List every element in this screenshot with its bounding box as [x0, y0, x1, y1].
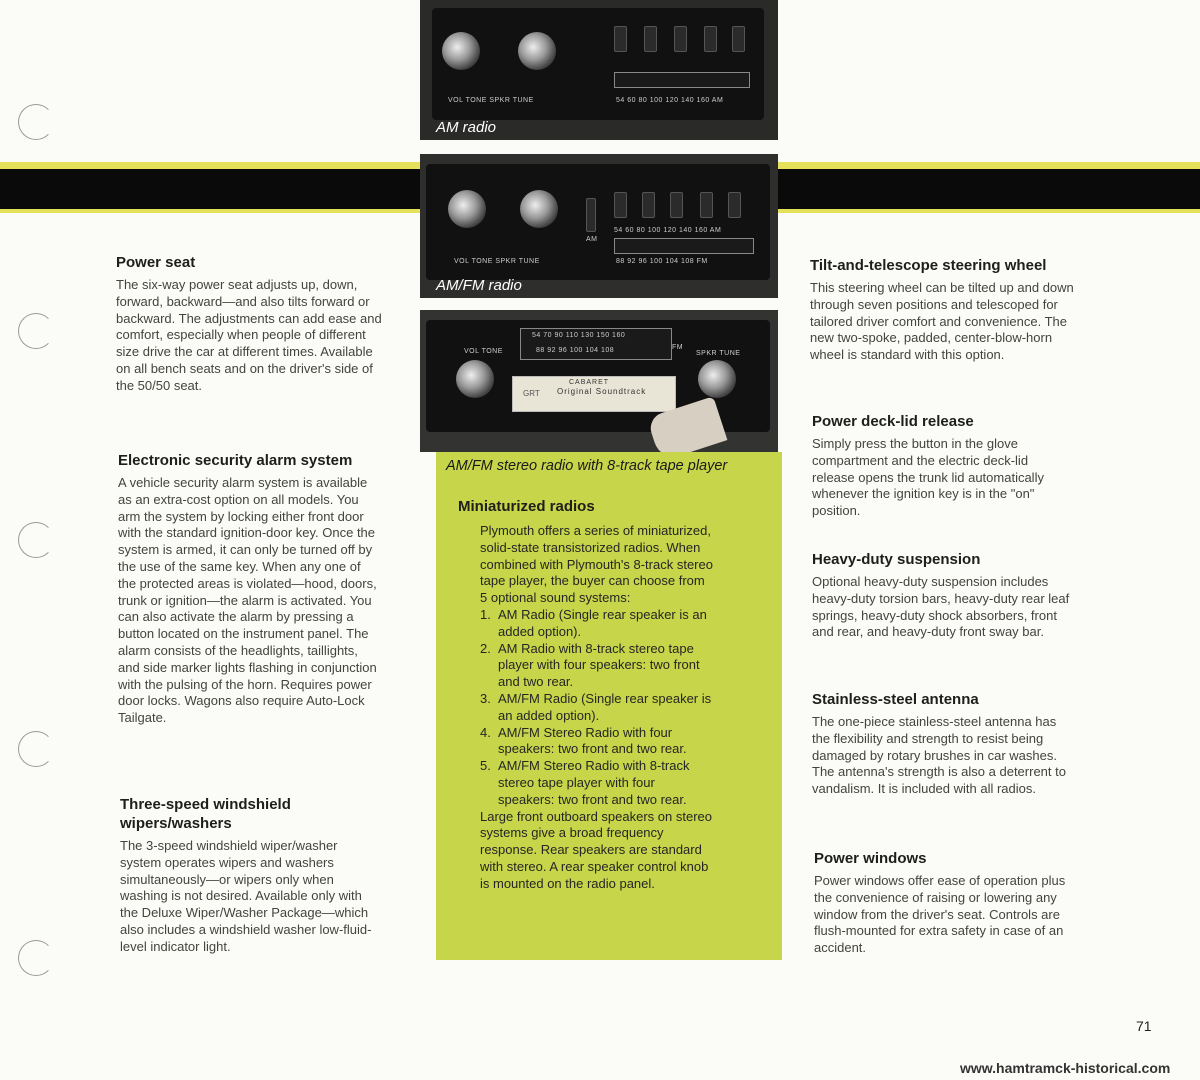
power-seat-title: Power seat [116, 254, 196, 271]
sound-system-item [480, 691, 714, 725]
preset-button-4 [704, 26, 717, 52]
dial-scale: 54 60 80 100 120 140 160 AM [616, 97, 724, 104]
tape-brand: GRT [523, 389, 540, 398]
power-seat-body: The six-way power seat adjusts up, down, forward, backward—and also tilts forward or backward. The adjustments can add ease and comfort, especially when people of different size drive the car at different times. Available on all bench seats and on the driver's side of the 50/50 seat. [116, 277, 382, 393]
power-windows-title: Power windows [814, 850, 927, 867]
tilt-steering-title: Tilt-and-telescope steering wheel [810, 257, 1047, 274]
tune-knob [698, 360, 736, 398]
list-item-text: AM/FM Radio (Single rear speaker is an added option). [498, 690, 712, 723]
preset-button-5 [728, 192, 741, 218]
section-power-seat [116, 253, 384, 395]
list-item-text: AM/FM Stereo Radio with 8-track stereo tape player with four speakers: two front and two rear. [498, 758, 690, 807]
preset-button-2 [642, 192, 655, 218]
security-alarm-body: A vehicle security alarm system is available as an extra-cost option on all models. You arm the system by locking either front door with the standard ignition-door key. Once the system is armed, it can only be turned off by the use of the same key. When any one of the protected areas is violated—hood, doors, trunk or ignition—the alarm is activated. You can also activate the alarm by pressing a button located on the instrument panel. The alarm consists of the headlights, taillights, and side marker lights flashing in conjunction with the pulsing of the horn. Requires power door locks. Wagons also require Auto-Lock Tailgate. [118, 475, 377, 726]
watermark: www.hamtramck-historical.com [960, 1060, 1171, 1076]
sound-system-item [480, 607, 714, 641]
binder-hole-5 [18, 940, 54, 976]
caption-am-radio: AM radio [436, 119, 497, 136]
section-miniaturized-radios [458, 497, 738, 893]
section-tilt-steering [810, 256, 1080, 364]
tune-knob [518, 32, 556, 70]
am-dial [614, 72, 750, 88]
knob-labels: VOL TONE SPKR TUNE [448, 97, 534, 104]
fm-button: FM [672, 344, 684, 351]
list-item-number: 2. [480, 640, 491, 656]
dial-scale-am: 54 70 90 110 130 150 160 [532, 332, 626, 339]
sound-system-item [480, 758, 714, 808]
preset-button-2 [644, 26, 657, 52]
sound-system-item [480, 725, 714, 759]
tape-title: CABARET [569, 379, 610, 386]
antenna-title: Stainless-steel antenna [812, 691, 979, 708]
miniaturized-outro: Large front outboard speakers on stereo systems give a broad frequency response. Rear speakers are standard with stereo. A rear speaker control knob is mounted on the radio panel. [480, 808, 712, 891]
tape-subtitle: Original Soundtrack [557, 387, 647, 396]
photo-am-radio [420, 0, 778, 140]
wipers-body: The 3-speed windshield wiper/washer system operates wipers and washers simultaneously—or wipers only when washing is not desired. Available only with the Deluxe Wiper/Washer Package—which also includes a windshield washer low-fluid-level indicator light. [120, 838, 372, 954]
list-item-number: 3. [480, 690, 491, 706]
left-knob-labels: VOL TONE [464, 348, 503, 355]
caption-stereo-8track: AM/FM stereo radio with 8-track tape player [446, 458, 728, 474]
right-knob-labels: SPKR TUNE [696, 350, 741, 357]
miniaturized-title: Miniaturized radios [458, 498, 595, 515]
dial-scale-am: 54 60 80 100 120 140 160 AM [614, 227, 722, 234]
tune-knob [520, 190, 558, 228]
volume-knob [456, 360, 494, 398]
sound-systems-list [480, 607, 714, 809]
section-wipers [120, 795, 376, 956]
suspension-title: Heavy-duty suspension [812, 551, 981, 568]
binder-hole-2 [18, 313, 54, 349]
sound-system-item [480, 641, 714, 691]
tilt-steering-body: This steering wheel can be tilted up and down through seven positions and telescoped for tailored driver comfort and convenience. The new two-spoke, padded, center-blow-horn wheel is standard with this option. [810, 280, 1074, 363]
preset-button-1 [614, 26, 627, 52]
section-antenna [812, 690, 1074, 798]
amfm-dial [614, 238, 754, 254]
list-item-text: AM Radio (Single rear speaker is an added option). [498, 606, 707, 639]
binder-hole-1 [18, 104, 54, 140]
switch-label: AM [586, 236, 598, 243]
wipers-title: Three-speed windshield wipers/washers [120, 796, 291, 832]
binder-hole-4 [18, 731, 54, 767]
antenna-body: The one-piece stainless-steel antenna has the flexibility and strength to resist being damaged by rotary brushes in car washes. The antenna's strength is also a deterrent to vandalism. It is included with all radios. [812, 714, 1066, 797]
list-item-text: AM Radio with 8-track stereo tape player with four speakers: two front and two rear. [498, 640, 700, 690]
caption-amfm-radio: AM/FM radio [436, 277, 522, 294]
power-windows-body: Power windows offer ease of operation plus the convenience of raising or lowering any window from the driver's seat. Controls are flush-mounted for extra safety in case of an accident. [814, 873, 1066, 956]
list-item-number: 1. [480, 606, 491, 622]
preset-button-5 [732, 26, 745, 52]
list-item-text: AM/FM Stereo Radio with four speakers: two front and two rear. [498, 724, 687, 757]
preset-button-1 [614, 192, 627, 218]
photo-amfm-radio [420, 154, 778, 298]
knob-labels: VOL TONE SPKR TUNE [454, 258, 540, 265]
section-power-windows [814, 849, 1076, 957]
page-number: 71 [1136, 1018, 1152, 1034]
section-suspension [812, 550, 1074, 641]
dial-scale-fm: 88 92 96 100 104 108 FM [616, 258, 708, 265]
volume-knob [448, 190, 486, 228]
list-item-number: 4. [480, 724, 491, 740]
dial-scale-fm: 88 92 96 100 104 108 [536, 347, 615, 354]
miniaturized-intro: Plymouth offers a series of miniaturized, solid-state transistorized radios. When combined with Plymouth's 8-track stereo tape player, the buyer can choose from 5 optional sound systems: [480, 523, 713, 606]
section-deck-lid [812, 412, 1074, 520]
section-security-alarm [118, 451, 380, 727]
suspension-body: Optional heavy-duty suspension includes heavy-duty torsion bars, heavy-duty rear leaf springs, heavy-duty shock absorbers, front and rear, and heavy-duty front sway bar. [812, 574, 1070, 640]
binder-hole-3 [18, 522, 54, 558]
preset-button-3 [674, 26, 687, 52]
deck-lid-body: Simply press the button in the glove compartment and the electric deck-lid release opens the trunk lid automatically whenever the ignition key is in the "on" position. [812, 436, 1044, 519]
preset-button-3 [670, 192, 683, 218]
am-fm-switch [586, 198, 596, 232]
volume-knob [442, 32, 480, 70]
list-item-number: 5. [480, 758, 491, 774]
preset-button-4 [700, 192, 713, 218]
security-alarm-title: Electronic security alarm system [118, 452, 353, 469]
deck-lid-title: Power deck-lid release [812, 413, 974, 430]
8-track-cartridge [512, 376, 676, 412]
photo-stereo-8track [420, 310, 778, 452]
